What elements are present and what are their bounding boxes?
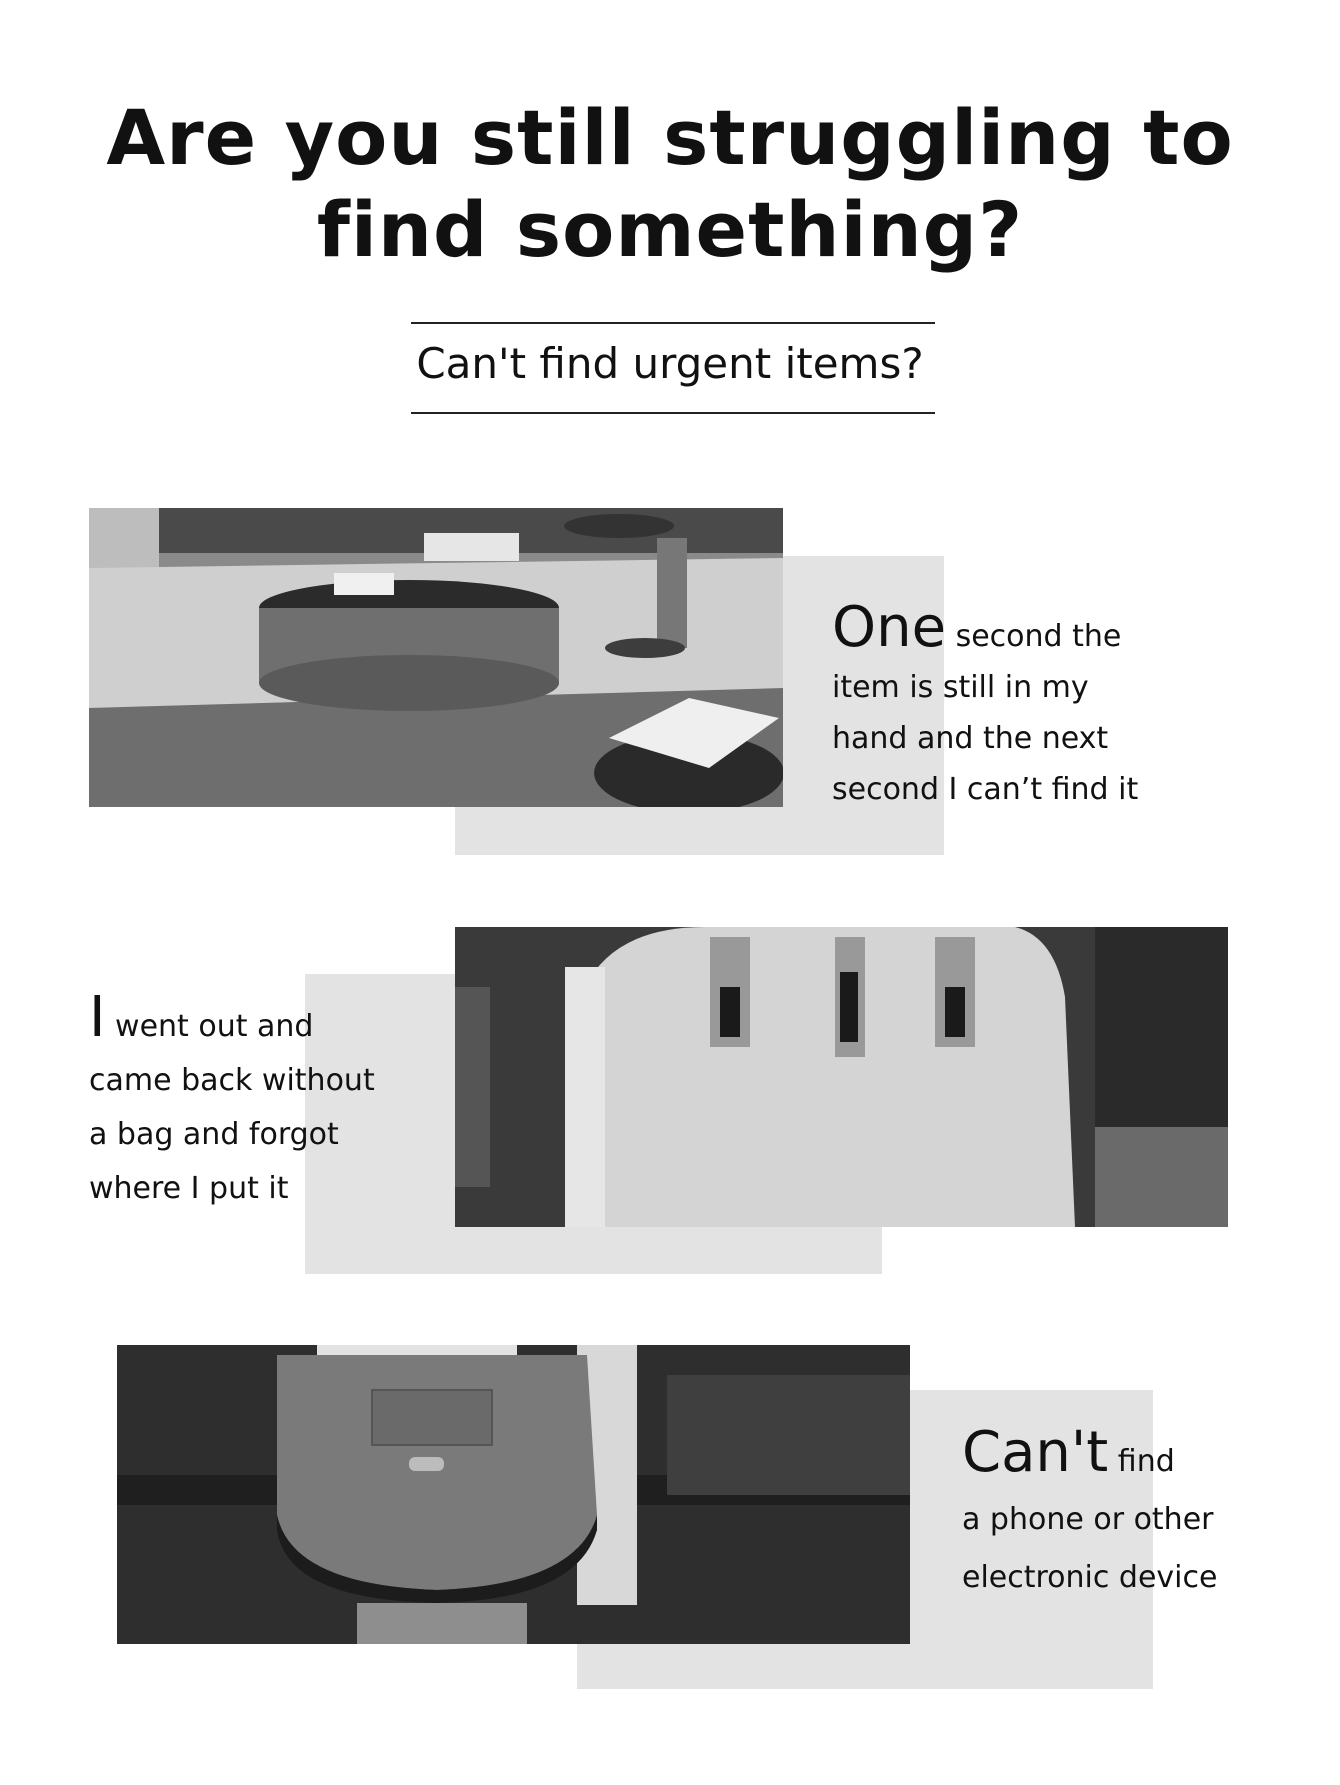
shoulder-bag-photo [117, 1345, 910, 1644]
page-title [0, 92, 1340, 276]
section-2-line: where I put it [89, 1171, 289, 1206]
section-1-line: hand and the next [832, 721, 1109, 756]
title-line-2: find something? [316, 185, 1024, 274]
section-1-lead-rest: second the [946, 619, 1122, 654]
section-1-lead-word: One [832, 595, 947, 660]
subtitle-top-divider [411, 322, 935, 324]
section-1-caption [832, 595, 1262, 815]
subtitle-bottom-divider [411, 412, 935, 414]
section-3-lead-rest: find [1108, 1444, 1175, 1479]
section-3-lead-word: Can't [962, 1420, 1109, 1485]
section-2-first-line [89, 985, 469, 1054]
section-2-caption [89, 985, 469, 1216]
section-3-caption [962, 1420, 1292, 1607]
title-line-1: Are you still struggling to [106, 93, 1234, 182]
section-2-lead-word: I [89, 985, 106, 1050]
section-1-line: item is still in my [832, 670, 1089, 705]
section-3-line: a phone or other [962, 1502, 1214, 1537]
section-2-line: a bag and forgot [89, 1117, 339, 1152]
section-3-line: electronic device [962, 1560, 1218, 1595]
living-room-coffee-table-photo [89, 508, 783, 807]
section-1-first-line [832, 595, 1262, 662]
section-1-line: second I can’t find it [832, 772, 1139, 807]
subtitle: Can't find urgent items? [416, 339, 924, 388]
section-2-lead-rest: went out and [105, 1009, 314, 1044]
section-2-line: came back without [89, 1063, 375, 1098]
section-3-first-line [962, 1420, 1292, 1491]
white-handbag-photo [455, 927, 1228, 1227]
